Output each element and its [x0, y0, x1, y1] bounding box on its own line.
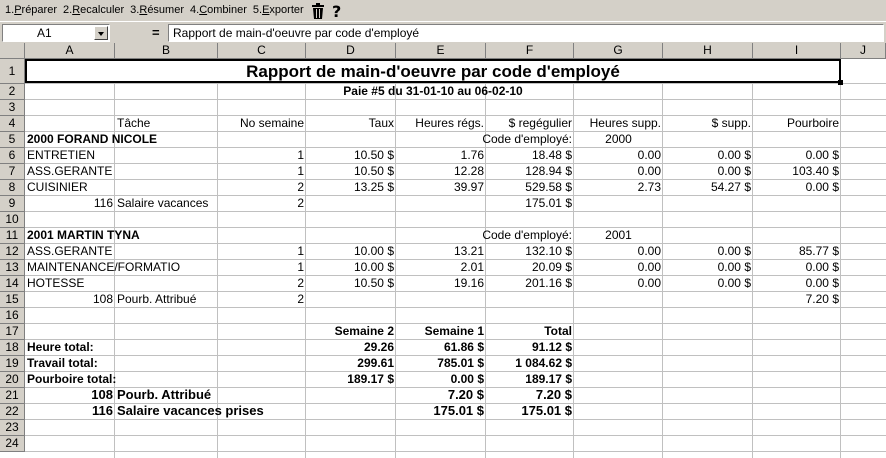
menu-exporter[interactable]: 5.Exporter	[252, 4, 304, 16]
row-header-24[interactable]: 24	[0, 436, 25, 452]
table-row-week: 1	[297, 260, 304, 274]
row-header-3[interactable]: 3	[0, 100, 25, 116]
table-row-regular: 201.16 $	[525, 276, 572, 290]
row-header-15[interactable]: 15	[0, 292, 25, 308]
header-no-semaine: No semaine	[239, 116, 304, 130]
row-header-13[interactable]: 13	[0, 260, 25, 276]
col-header-b[interactable]: B	[115, 43, 218, 59]
row-header-23[interactable]: 23	[0, 420, 25, 436]
spreadsheet-grid[interactable]	[0, 43, 886, 458]
employee-code: 2001	[605, 228, 632, 242]
table-row-ot: 0.00 $	[717, 276, 751, 290]
extra-week: 2	[297, 196, 304, 210]
summary-header-total: Total	[544, 324, 572, 338]
extra-label: Salaire vacances	[117, 196, 209, 210]
table-row-rate: 10.00 $	[353, 260, 394, 274]
table-row-ot: 54.27 $	[710, 180, 751, 194]
table-row-regular: 128.94 $	[525, 164, 572, 178]
summary-week1: 61.86 $	[443, 340, 484, 354]
row-header-14[interactable]: 14	[0, 276, 25, 292]
menu-combiner[interactable]: 4.Combiner	[190, 4, 247, 16]
name-box-dropdown-icon[interactable]	[94, 26, 108, 40]
table-row-hours: 19.16	[453, 276, 484, 290]
equals-sign: =	[152, 25, 160, 40]
table-row-task: HOTESSE	[27, 276, 85, 290]
table-row-week: 2	[297, 180, 304, 194]
table-row-regular: 18.48 $	[531, 148, 572, 162]
row-header-2[interactable]: 2	[0, 84, 25, 100]
summary-label: Travail total:	[27, 356, 98, 370]
table-row-ot-hours: 2.73	[637, 180, 661, 194]
select-all-corner[interactable]	[0, 43, 25, 59]
row-header-20[interactable]: 20	[0, 372, 25, 388]
row-header-21[interactable]: 21	[0, 388, 25, 404]
table-row-rate: 10.50 $	[353, 148, 394, 162]
table-row-week: 2	[297, 276, 304, 290]
extra-week: 2	[297, 292, 304, 306]
col-header-e[interactable]: E	[396, 43, 486, 59]
table-row-rate: 10.50 $	[353, 276, 394, 290]
report-title: Rapport de main-d'oeuvre par code d'employé	[246, 62, 620, 81]
table-row-ot-hours: 0.00	[637, 276, 661, 290]
summary-label: Salaire vacances prises	[117, 403, 264, 418]
col-header-i[interactable]: I	[753, 43, 841, 59]
row-header-9[interactable]: 9	[0, 196, 25, 212]
extra-code: 108	[92, 292, 113, 306]
row-header-10[interactable]: 10	[0, 212, 25, 228]
table-row-tip: 85.77 $	[798, 244, 839, 258]
formula-bar	[0, 21, 886, 43]
table-row-task: ASS.GERANTE	[27, 244, 113, 258]
menu-resumer[interactable]: 3.Résumer	[130, 4, 184, 16]
row-header-12[interactable]: 12	[0, 244, 25, 260]
summary-header-week1: Semaine 1	[424, 324, 484, 338]
table-row-hours: 39.97	[453, 180, 484, 194]
extra-regular: 175.01 $	[525, 196, 572, 210]
row-header-4[interactable]: 4	[0, 116, 25, 132]
table-row-week: 1	[297, 164, 304, 178]
employee-code: 2000	[605, 132, 632, 146]
table-row-rate: 10.50 $	[353, 164, 394, 178]
summary-total: 91.12 $	[531, 340, 572, 354]
header-heures-regs: Heures régs.	[415, 116, 484, 130]
summary-week1: 785.01 $	[437, 356, 484, 370]
extra-code: 116	[93, 196, 113, 210]
table-row-week: 1	[297, 148, 304, 162]
row-header-5[interactable]: 5	[0, 132, 25, 148]
header-taux: Taux	[368, 116, 394, 130]
row-header-16[interactable]: 16	[0, 308, 25, 324]
table-row-tip: 0.00 $	[805, 180, 839, 194]
header-tache: Tâche	[117, 116, 151, 130]
table-row-ot-hours: 0.00	[637, 164, 661, 178]
table-row-hours: 12.28	[453, 164, 484, 178]
table-row-ot: 0.00 $	[717, 164, 751, 178]
table-row-ot-hours: 0.00	[637, 244, 661, 258]
table-row-rate: 10.00 $	[353, 244, 394, 258]
row-header-11[interactable]: 11	[0, 228, 25, 244]
svg-text:?: ?	[331, 1, 341, 20]
help-icon[interactable]	[329, 2, 347, 20]
header-supp: $ supp.	[711, 116, 751, 130]
table-row-ot: 0.00 $	[717, 260, 751, 274]
trash-icon[interactable]	[309, 2, 327, 20]
row-header-22[interactable]: 22	[0, 404, 25, 420]
summary-total: 189.17 $	[525, 372, 572, 386]
toolbar	[0, 0, 886, 21]
summary-total: 1 084.62 $	[515, 356, 572, 370]
summary-week1: 175.01 $	[433, 403, 484, 418]
col-header-d[interactable]: D	[306, 43, 396, 59]
table-row-hours: 1.76	[460, 148, 484, 162]
employee-name: 2000 FORAND NICOLE	[27, 132, 158, 146]
row-header-19[interactable]: 19	[0, 356, 25, 372]
report-title-cell[interactable]	[25, 59, 841, 83]
extra-label: Pourb. Attribué	[117, 292, 197, 306]
table-row-ot: 0.00 $	[717, 244, 751, 258]
header-heures-supp: Heures supp.	[589, 116, 661, 130]
summary-week1: 0.00 $	[450, 372, 484, 386]
table-row-regular: 529.58 $	[525, 180, 572, 194]
summary-week2: 29.26	[363, 340, 394, 354]
table-row-task: CUISINIER	[27, 180, 88, 194]
summary-label: Heure total:	[27, 340, 94, 354]
col-header-f[interactable]: F	[486, 43, 574, 59]
table-row-task: ASS.GERANTE	[27, 164, 113, 178]
col-header-c[interactable]: C	[218, 43, 306, 59]
name-box[interactable]	[2, 24, 110, 42]
summary-code: 116	[92, 403, 113, 418]
row-header-18[interactable]: 18	[0, 340, 25, 356]
table-row-task: ENTRETIEN	[27, 148, 96, 162]
table-row-week: 1	[297, 244, 304, 258]
table-row-rate: 13.25 $	[353, 180, 394, 194]
table-row-ot-hours: 0.00	[637, 148, 661, 162]
employee-name: 2001 MARTIN TYNA	[27, 228, 140, 242]
summary-label: Pourb. Attribué	[117, 387, 212, 402]
summary-code: 108	[91, 387, 113, 402]
row-header-17[interactable]: 17	[0, 324, 25, 340]
col-header-j[interactable]: J	[841, 43, 886, 59]
summary-label: Pourboire total:	[27, 372, 117, 386]
table-row-regular: 20.09 $	[531, 260, 572, 274]
summary-total: 175.01 $	[521, 403, 572, 418]
header-reg: $ regégulier	[508, 116, 572, 130]
menu-preparer[interactable]: 1.Préparer	[5, 4, 57, 16]
summary-week2: 299.61	[357, 356, 394, 370]
table-row-hours: 13.21	[453, 244, 484, 258]
table-row-tip: 0.00 $	[805, 148, 839, 162]
employee-code-label: Code d'employé:	[482, 132, 572, 146]
row-header-8[interactable]: 8	[0, 180, 25, 196]
row-header-6[interactable]: 6	[0, 148, 25, 164]
col-header-g[interactable]: G	[574, 43, 663, 59]
table-row-tip: 0.00 $	[805, 276, 839, 290]
formula-input[interactable]: Rapport de main-d'oeuvre par code d'employé	[168, 24, 884, 42]
row-header-7[interactable]: 7	[0, 164, 25, 180]
table-row-tip: 103.40 $	[792, 164, 839, 178]
report-subtitle: Paie #5 du 31-01-10 au 06-02-10	[343, 84, 523, 98]
col-header-a[interactable]: A	[25, 43, 115, 59]
menu-recalculer[interactable]: 2.Recalculer	[63, 4, 125, 16]
employee-code-label: Code d'employé:	[482, 228, 572, 242]
summary-header-week2: Semaine 2	[334, 324, 394, 338]
header-pourboire: Pourboire	[786, 116, 839, 130]
summary-week1: 7.20 $	[447, 387, 484, 402]
table-row-regular: 132.10 $	[525, 244, 572, 258]
col-header-h[interactable]: H	[663, 43, 753, 59]
extra-tip: 7.20 $	[805, 292, 839, 306]
summary-week2: 189.17 $	[347, 372, 394, 386]
table-row-task: MAINTENANCE/FORMATIO	[27, 260, 181, 274]
name-box-value: A1	[37, 26, 52, 40]
table-row-hours: 2.01	[460, 260, 484, 274]
table-row-ot-hours: 0.00	[637, 260, 661, 274]
row-header-1[interactable]: 1	[0, 59, 25, 84]
summary-total: 7.20 $	[535, 387, 572, 402]
table-row-ot: 0.00 $	[717, 148, 751, 162]
table-row-tip: 0.00 $	[805, 260, 839, 274]
